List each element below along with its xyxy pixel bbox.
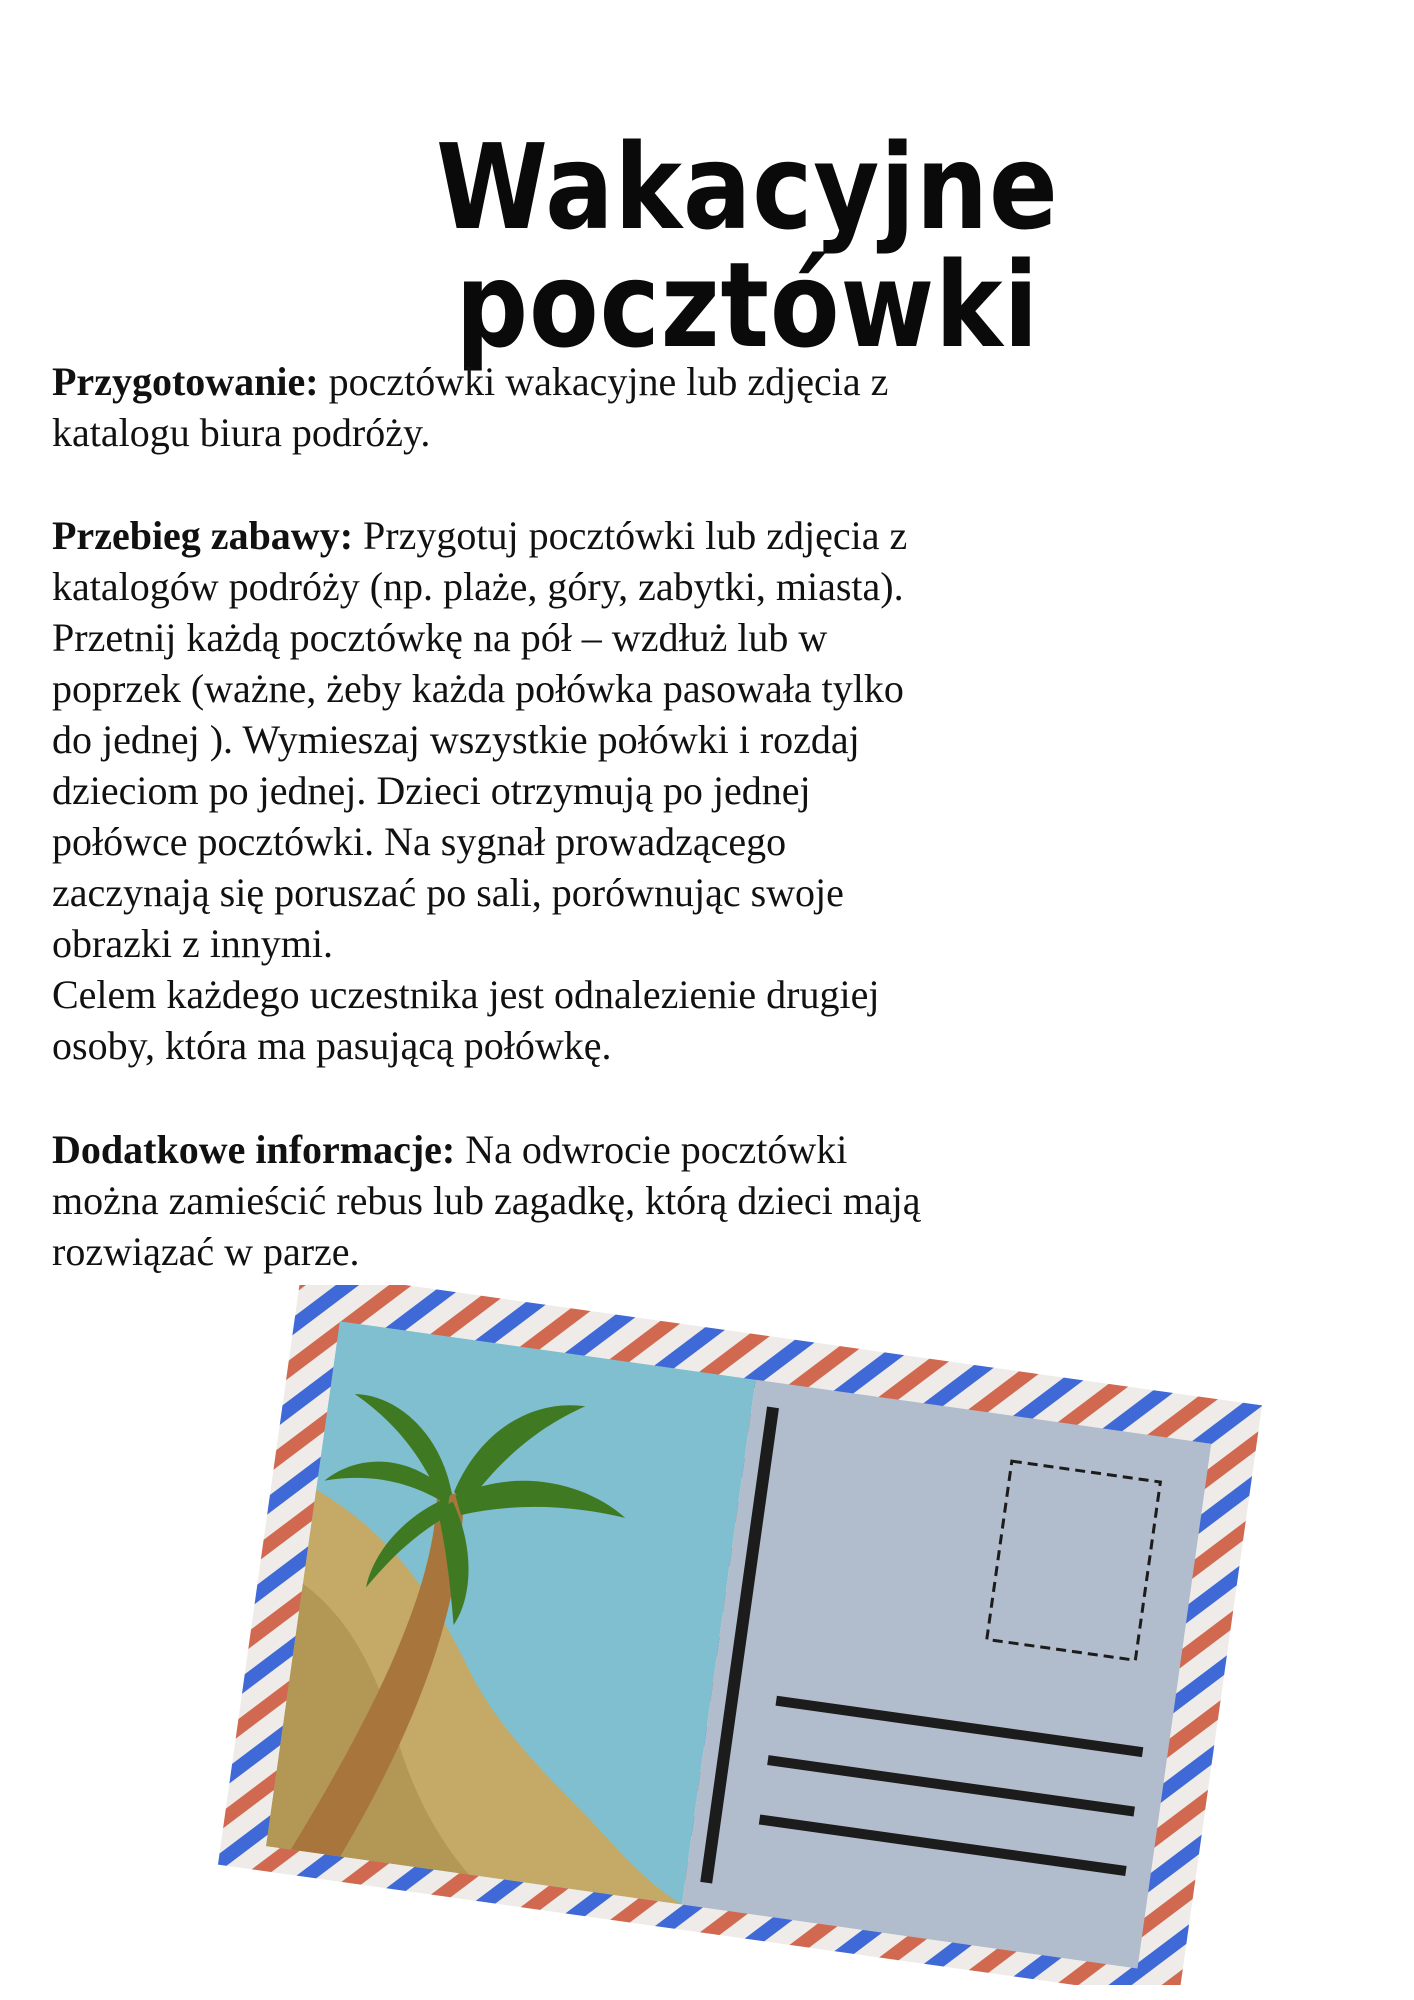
text-line: Na odwrocie pocztówki [455,1127,848,1172]
text-line: zaczynają się poruszać po sali, porównując swoje [52,870,844,915]
text-line: poprzek (ważne, żeby każda połówka pasowała tylko [52,666,904,711]
text-line: rozwiązać w parze. [52,1229,360,1274]
text-line: Celem każdego uczestnika jest odnalezienie drugiej [52,972,880,1017]
text-line: katalogów podróży (np. plaże, góry, zabytki, miasta). [52,564,904,609]
text-line: osoby, która ma pasującą połówkę. [52,1023,612,1068]
section-game-course [52,510,1132,1071]
text-line: do jednej ). Wymieszaj wszystkie połówki i rozdaj [52,717,860,762]
text-line: dzieciom po jednej. Dzieci otrzymują po jednej [52,768,811,813]
text-line: Przetnij każdą pocztówkę na pół – wzdłuż lub w [52,615,828,660]
section-label: Dodatkowe informacje: [52,1127,456,1172]
text-line: pocztówki wakacyjne lub zdjęcia z [318,359,889,404]
text-line: Przygotuj pocztówki lub zdjęcia z [353,513,908,558]
text-line: można zamieścić rebus lub zagadkę, którą dzieci mają [52,1178,921,1223]
beach-picture [266,1321,756,1904]
text-line: obrazki z innymi. [52,921,334,966]
text-line: połówce pocztówki. Na sygnał prowadzącego [52,819,787,864]
section-additional-info [52,1124,1132,1277]
section-label: Przebieg zabawy: [52,513,354,558]
section-preparation [52,356,1132,458]
airmail-postcard-icon [215,1285,1265,1985]
text-line: katalogu biura podróży. [52,410,431,455]
section-label: Przygotowanie: [52,359,319,404]
page-title: Wakacyjne pocztówki [435,118,1059,374]
